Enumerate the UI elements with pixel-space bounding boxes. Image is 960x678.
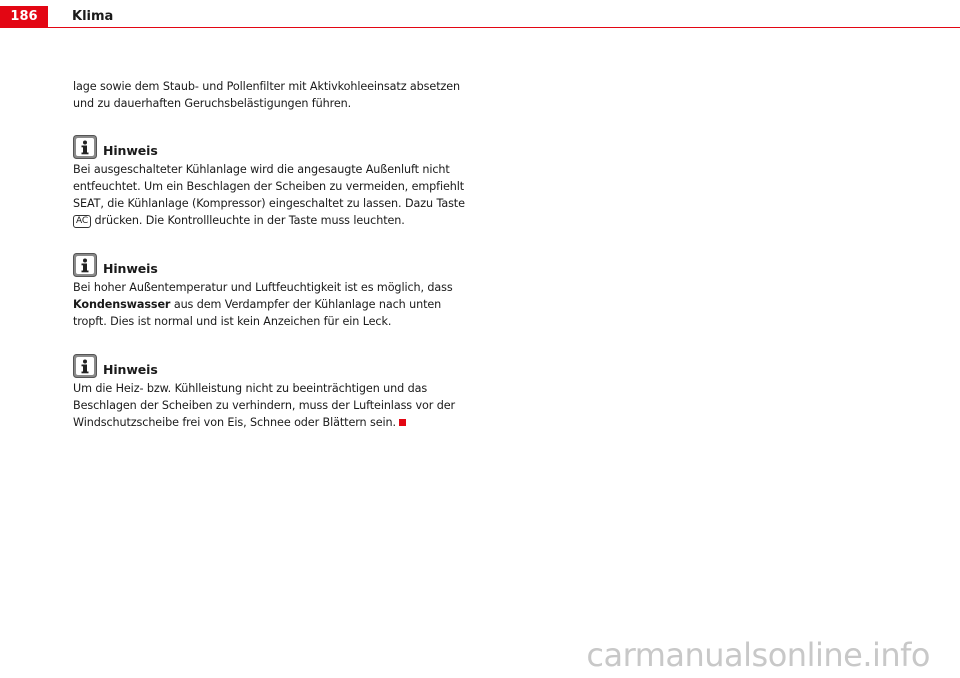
note-header [73, 131, 468, 159]
main-content [73, 78, 468, 431]
note-header [73, 350, 468, 378]
page-number: 186 [0, 6, 48, 28]
info-icon [73, 253, 97, 277]
note-body: Bei ausgeschalteter Kühlanlage wird die angesaugte Außenluft nicht entfeuchtet. Um ein Beschlagen der Scheiben zu vermeiden, empfiehlt SEAT, die Kühlanlage (Kompressor) eingeschaltet zu lassen. Dazu Taste AC drücken. Die Kontrollleuchte in der Taste muss leuchten. [73, 163, 465, 227]
note-header [73, 249, 468, 277]
note-body: Bei hoher Außentemperatur und Luftfeuchtigkeit ist es möglich, dass Kondenswasser aus dem Verdampfer der Kühlanlage nach unten tropft. Dies ist normal und ist kein Anzeichen für ein Leck. [73, 281, 453, 328]
end-mark-icon [399, 419, 406, 426]
page-header [0, 0, 960, 30]
watermark: carmanualsonline.info [586, 636, 930, 674]
note-title: Hinweis [103, 261, 158, 276]
info-icon [73, 354, 97, 378]
note-body: Um die Heiz- bzw. Kühlleistung nicht zu beeinträchtigen und das Beschlagen der Scheiben zu verhindern, muss der Lufteinlass vor der Windschutzscheibe frei von Eis, Schnee oder Blättern sein. [73, 382, 455, 429]
note-title: Hinweis [103, 143, 158, 158]
ac-key-label: AC [73, 215, 91, 228]
note-1 [73, 131, 468, 229]
bold-term: Kondenswasser [73, 298, 171, 311]
header-rule [48, 27, 960, 28]
note-3 [73, 350, 468, 431]
info-icon [73, 135, 97, 159]
section-title: Klima [72, 9, 114, 24]
note-title: Hinweis [103, 362, 158, 377]
note-2 [73, 249, 468, 330]
intro-paragraph: lage sowie dem Staub- und Pollenfilter mit Aktivkohleeinsatz absetzen und zu dauerhaften Geruchsbelästigungen führen. [73, 80, 461, 110]
